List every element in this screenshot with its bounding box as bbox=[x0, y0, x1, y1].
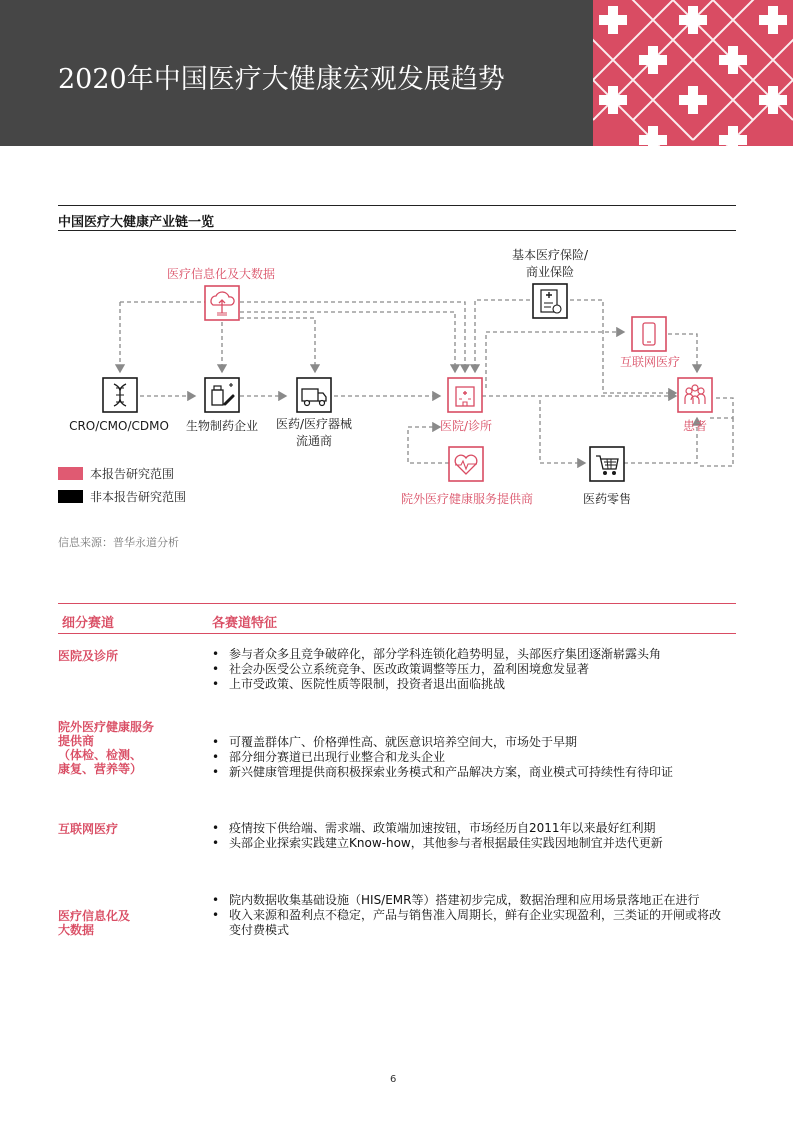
segment-name-line: 医疗信息化及 bbox=[58, 909, 131, 923]
table-header-segment: 细分赛道 bbox=[62, 616, 115, 631]
hospital-building-icon bbox=[448, 378, 482, 412]
segment-name bbox=[58, 909, 188, 937]
segment-name-line: 康复、营养等） bbox=[58, 762, 143, 776]
table-top-rule bbox=[58, 603, 736, 604]
cloud-data-icon bbox=[205, 286, 239, 320]
page-number: 6 bbox=[390, 1074, 397, 1085]
node-label-insurance-1: 基本医疗保险/ bbox=[511, 248, 589, 262]
section-divider bbox=[58, 230, 736, 231]
table-header-rule bbox=[58, 633, 736, 634]
legend-label-out-scope: 非本报告研究范围 bbox=[90, 490, 187, 504]
insurance-document-icon bbox=[533, 284, 567, 318]
bullet-item: • 收入来源和盈利点不稳定，产品与销售准入周期长，鲜有企业实现盈利，三类证的开闸或将改变付费模式 bbox=[212, 908, 732, 938]
node-label-distribution-2: 流通商 bbox=[295, 434, 332, 448]
segment-name-line: 大数据 bbox=[58, 923, 95, 937]
bullet-item: • 新兴健康管理提供商积极探索业务模式和产品解决方案，商业模式可持续性有待印证 bbox=[212, 765, 732, 780]
segment-bullets bbox=[212, 647, 732, 692]
node-label-outside: 院外医疗健康服务提供商 bbox=[400, 492, 533, 506]
bullet-item: • 头部企业探索实践建立Know-how，其他参与者根据最佳实践因地制宜并迭代更新 bbox=[212, 836, 732, 851]
segment-bullets bbox=[212, 735, 732, 780]
page-title: 2020年中国医疗大健康宏观发展趋势 bbox=[58, 64, 505, 95]
page-header bbox=[0, 0, 793, 146]
smartphone-icon bbox=[632, 317, 666, 351]
node-label-retail: 医药零售 bbox=[582, 492, 631, 506]
node-label-it: 医疗信息化及大数据 bbox=[166, 267, 275, 281]
section-divider bbox=[58, 205, 736, 206]
delivery-truck-icon bbox=[297, 378, 331, 412]
segment-name-line: 提供商 bbox=[58, 734, 95, 748]
segment-name bbox=[58, 649, 188, 663]
heart-monitor-icon bbox=[449, 447, 483, 481]
node-label-bio: 生物制药企业 bbox=[185, 419, 258, 433]
bullet-item: • 疫情按下供给端、需求端、政策端加速按钮，市场经历自2011年以来最好红利期 bbox=[212, 821, 732, 836]
legend-swatch-out-scope bbox=[58, 490, 83, 503]
node-label-patients: 患者 bbox=[682, 419, 707, 433]
shopping-cart-icon bbox=[590, 447, 624, 481]
dna-icon bbox=[103, 378, 137, 412]
segment-name-line: 医院及诊所 bbox=[58, 649, 119, 663]
segment-name bbox=[58, 720, 188, 776]
node-label-distribution-1: 医药/医疗器械 bbox=[275, 417, 353, 431]
segment-name-line: （体检、检测、 bbox=[58, 748, 143, 762]
segment-name-line: 院外医疗健康服务 bbox=[58, 720, 155, 734]
bullet-item: • 院内数据收集基础设施（HIS/EMR等）搭建初步完成，数据治理和应用场景落地正在进行 bbox=[212, 893, 732, 908]
node-label-internet: 互联网医疗 bbox=[619, 355, 680, 369]
node-label-cro: CRO/CMO/CDMO bbox=[69, 419, 169, 433]
bullet-item: • 可覆盖群体广、价格弹性高、就医意识培养空间大，市场处于早期 bbox=[212, 735, 732, 750]
segment-name bbox=[58, 822, 188, 836]
diagram-title: 中国医疗大健康产业链一览 bbox=[58, 215, 215, 230]
source-note: 信息来源：普华永道分析 bbox=[58, 536, 179, 549]
node-label-hospital: 医院/诊所 bbox=[439, 419, 493, 433]
people-group-icon bbox=[678, 378, 712, 412]
bullet-item: • 参与者众多且竞争破碎化，部分学科连锁化趋势明显，头部医疗集团逐渐崭露头角 bbox=[212, 647, 732, 662]
node-label-insurance-2: 商业保险 bbox=[525, 265, 574, 279]
segment-bullets bbox=[212, 821, 732, 851]
table-header-features: 各赛道特征 bbox=[212, 616, 278, 631]
segment-bullets bbox=[212, 893, 732, 938]
segment-name-line: 互联网医疗 bbox=[58, 822, 119, 836]
medicine-bottle-icon bbox=[205, 378, 239, 412]
bullet-item: • 部分细分赛道已出现行业整合和龙头企业 bbox=[212, 750, 732, 765]
bullet-item: • 社会办医受公立系统竞争、医改政策调整等压力，盈利困境愈发显著 bbox=[212, 662, 732, 677]
cross-pattern-graphic bbox=[593, 0, 793, 146]
legend-swatch-in-scope bbox=[58, 467, 83, 480]
legend-label-in-scope: 本报告研究范围 bbox=[90, 467, 175, 481]
bullet-item: • 上市受政策、医院性质等限制，投资者退出面临挑战 bbox=[212, 677, 732, 692]
